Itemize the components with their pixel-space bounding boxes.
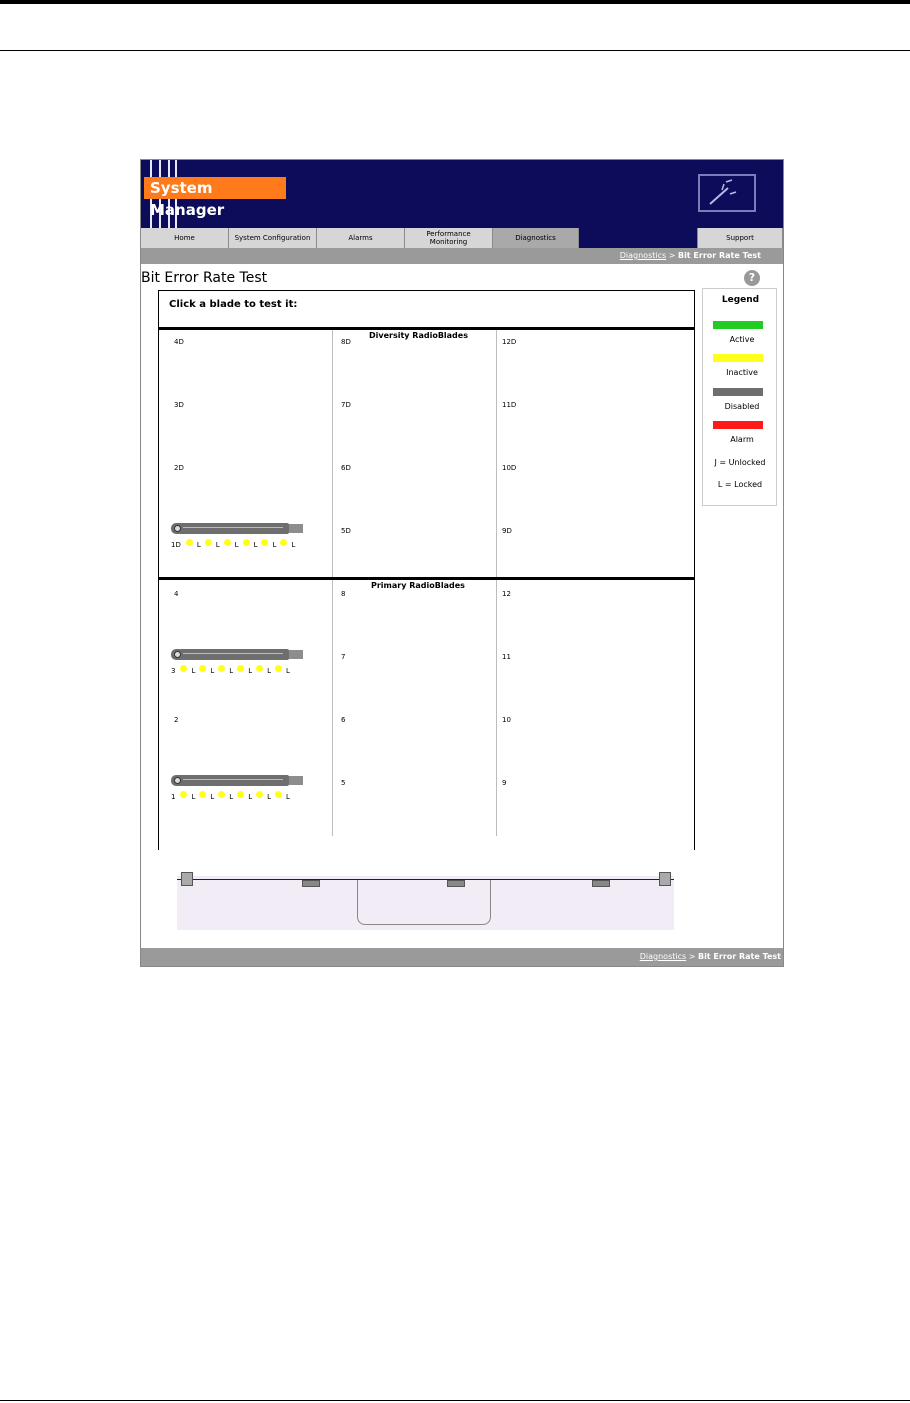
help-icon[interactable]: ? (744, 270, 760, 286)
column-divider (496, 580, 497, 836)
instruction-text: Click a blade to test it: (169, 299, 298, 310)
slot-8d[interactable]: 8D (341, 338, 351, 346)
lock-status: L (196, 541, 201, 549)
lock-status: L (215, 541, 220, 549)
legend-swatch-alarm (713, 421, 763, 429)
lock-status: L (267, 793, 271, 801)
blade-status-row (171, 791, 294, 803)
led-icon (218, 665, 225, 672)
slot-6d[interactable]: 6D (341, 464, 351, 472)
footer-breadcrumb-link-diagnostics[interactable]: Diagnostics (639, 952, 687, 961)
nav-support[interactable]: Support (697, 228, 783, 248)
blade-1d[interactable] (169, 520, 304, 554)
chassis-tab (592, 880, 610, 887)
slot-5[interactable]: 5 (341, 779, 346, 787)
lock-status: L (248, 667, 253, 675)
blade-connector (289, 650, 303, 659)
led-icon (180, 791, 187, 798)
section-title-primary: Primary RadioBlades (371, 581, 465, 590)
blade-status-row (171, 665, 294, 677)
footer-breadcrumb (640, 952, 781, 961)
breadcrumb (620, 251, 761, 260)
footer-breadcrumb-separator: > (688, 952, 696, 961)
chassis-handle (357, 880, 491, 925)
lock-status: L (272, 541, 277, 549)
legend (702, 288, 777, 506)
led-icon (218, 791, 225, 798)
legend-label-alarm: Alarm (730, 435, 754, 444)
section-divider (159, 577, 694, 580)
app-logo: System Manager (144, 177, 286, 199)
chassis-graphic (177, 876, 674, 930)
column-divider (332, 330, 333, 578)
lock-status: L (210, 667, 215, 675)
page-title: Bit Error Rate Test (141, 270, 268, 286)
slot-11[interactable]: 11 (502, 653, 511, 661)
slot-12[interactable]: 12 (502, 590, 511, 598)
led-icon (275, 665, 282, 672)
slot-9[interactable]: 9 (502, 779, 507, 787)
led-icon (237, 665, 244, 672)
led-icon (280, 539, 287, 546)
lock-status: L (286, 793, 290, 801)
slot-12d[interactable]: 12D (502, 338, 517, 346)
document-rule-header (0, 50, 910, 51)
column-divider (496, 330, 497, 578)
blade-panel (158, 290, 695, 850)
column-divider (332, 580, 333, 836)
blade-status-row (171, 539, 299, 551)
legend-title: Legend (721, 295, 760, 305)
main-nav (141, 228, 783, 248)
lock-status: L (234, 541, 239, 549)
slot-6[interactable]: 6 (341, 716, 346, 724)
lock-status: L (291, 541, 296, 549)
blade-number: 3 (171, 667, 176, 675)
chassis-post (659, 872, 671, 886)
footer-breadcrumb-current: Bit Error Rate Test (697, 952, 781, 961)
led-icon (199, 665, 206, 672)
blade-body (171, 775, 289, 786)
lock-status: L (286, 667, 290, 675)
slot-11d[interactable]: 11D (502, 401, 517, 409)
slot-4d[interactable]: 4D (174, 338, 184, 346)
nav-system-configuration[interactable]: System Configuration (229, 228, 317, 248)
legend-locked: L = Locked (717, 480, 763, 489)
blade-3[interactable] (169, 646, 304, 680)
led-icon (243, 539, 250, 546)
led-icon (256, 791, 263, 798)
breadcrumb-link-diagnostics[interactable]: Diagnostics (619, 251, 667, 260)
led-icon (256, 665, 263, 672)
slot-8[interactable]: 8 (341, 590, 346, 598)
slot-4[interactable]: 4 (174, 590, 179, 598)
led-icon (261, 539, 268, 546)
lock-status: L (191, 667, 196, 675)
blade-number: 1D (171, 541, 181, 549)
slot-2[interactable]: 2 (174, 716, 179, 724)
slot-3d[interactable]: 3D (174, 401, 184, 409)
led-icon (275, 791, 282, 798)
legend-label-inactive: Inactive (726, 368, 758, 377)
blade-connector (289, 776, 303, 785)
slot-5d[interactable]: 5D (341, 527, 351, 535)
lock-status: L (267, 667, 271, 675)
slot-2d[interactable]: 2D (174, 464, 184, 472)
lock-status: L (210, 793, 215, 801)
document-rule-bottom (0, 1400, 910, 1401)
led-icon (237, 791, 244, 798)
lock-status: L (248, 793, 253, 801)
nav-home[interactable]: Home (141, 228, 229, 248)
breadcrumb-current: Bit Error Rate Test (677, 251, 761, 260)
chassis-tab (302, 880, 320, 887)
led-icon (180, 665, 187, 672)
footer-bar (141, 948, 783, 966)
nav-performance-monitoring[interactable]: Performance Monitoring (405, 228, 493, 248)
blade-connector (289, 524, 303, 533)
slot-10d[interactable]: 10D (502, 464, 517, 472)
banner (141, 160, 783, 228)
blade-body (171, 649, 289, 660)
brand-icon (698, 174, 756, 212)
breadcrumb-bar (141, 248, 783, 264)
chassis-post (181, 872, 193, 886)
slot-7[interactable]: 7 (341, 653, 346, 661)
lock-status: L (229, 793, 234, 801)
led-icon (224, 539, 231, 546)
slot-10[interactable]: 10 (502, 716, 511, 724)
document-rule-top (0, 0, 910, 4)
lock-status: L (253, 541, 258, 549)
legend-swatch-disabled (713, 388, 763, 396)
legend-label-active: Active (729, 335, 755, 344)
lock-status: L (229, 667, 234, 675)
blade-number: 1 (171, 793, 176, 801)
blade-1[interactable] (169, 772, 304, 806)
legend-unlocked: J = Unlocked (714, 458, 766, 467)
led-icon (199, 791, 206, 798)
lock-status: L (191, 793, 196, 801)
slot-9d[interactable]: 9D (502, 527, 512, 535)
led-icon (205, 539, 212, 546)
blade-body (171, 523, 289, 534)
nav-diagnostics[interactable]: Diagnostics (493, 228, 579, 248)
nav-alarms[interactable]: Alarms (317, 228, 405, 248)
legend-label-disabled: Disabled (724, 402, 760, 411)
led-icon (186, 539, 193, 546)
legend-swatch-active (713, 321, 763, 329)
legend-swatch-inactive (713, 354, 763, 362)
breadcrumb-separator: > (668, 251, 676, 260)
section-title-diversity: Diversity RadioBlades (369, 331, 468, 340)
screenshot-window (140, 159, 784, 967)
section-divider (159, 327, 694, 330)
slot-7d[interactable]: 7D (341, 401, 351, 409)
